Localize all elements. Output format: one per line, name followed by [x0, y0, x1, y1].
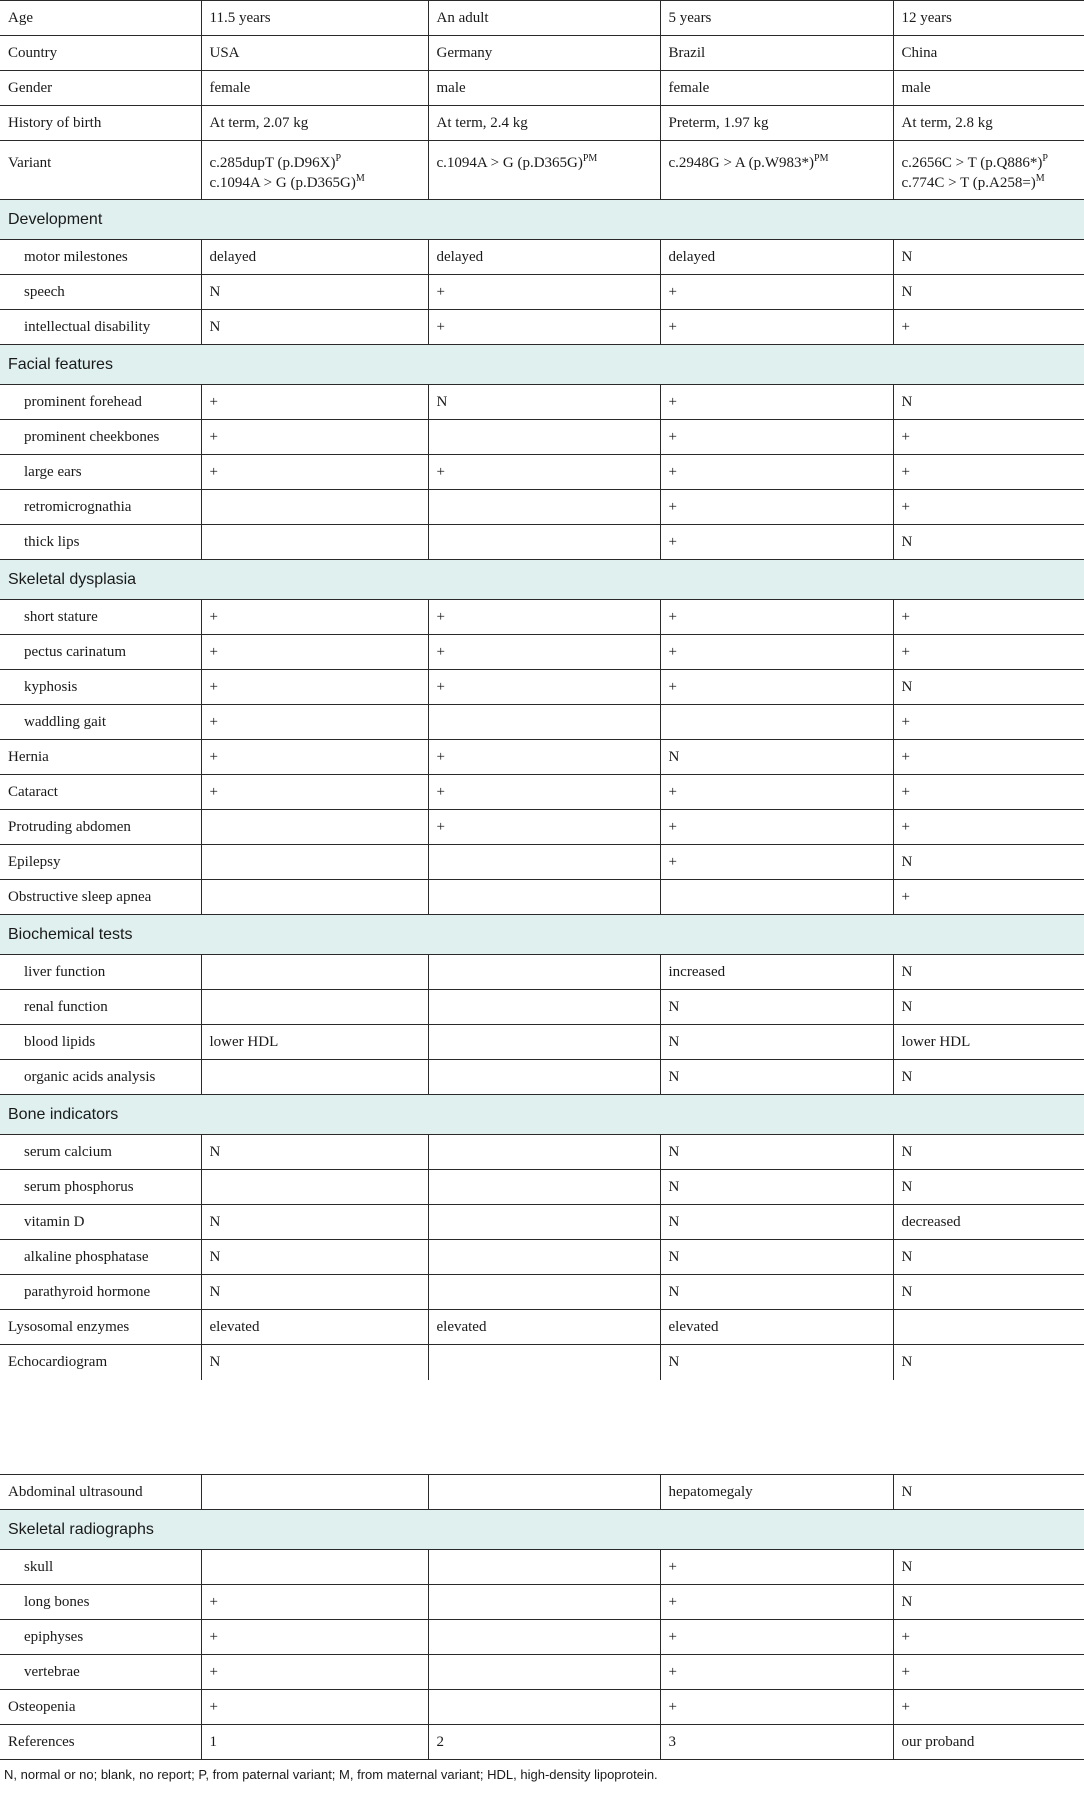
- table-row: liver function increased N: [0, 955, 1084, 990]
- section-header: Bone indicators: [0, 1095, 1084, 1135]
- table-row: parathyroid hormone N N N: [0, 1275, 1084, 1310]
- table-row: vertebrae + + +: [0, 1655, 1084, 1690]
- table-row: Gender female male female male: [0, 71, 1084, 106]
- clinical-features-table-continued: [0, 1474, 1084, 1760]
- table-row: Osteopenia + + +: [0, 1690, 1084, 1725]
- section-header: Skeletal radiographs: [0, 1510, 1084, 1550]
- table-row: motor milestones delayed delayed delayed N: [0, 240, 1084, 275]
- table-row: Lysosomal enzymes elevated elevated elevated: [0, 1310, 1084, 1345]
- table-row: Hernia + + N +: [0, 740, 1084, 775]
- section-header: Facial features: [0, 345, 1084, 385]
- table-row: alkaline phosphatase N N N: [0, 1240, 1084, 1275]
- table-row: Cataract + + + +: [0, 775, 1084, 810]
- table-row: renal function N N: [0, 990, 1084, 1025]
- section-header: Biochemical tests: [0, 915, 1084, 955]
- table-row: speech N + + N: [0, 275, 1084, 310]
- table-row: Age 11.5 years An adult 5 years 12 years: [0, 1, 1084, 36]
- table-row: Country USA Germany Brazil China: [0, 36, 1084, 71]
- table-row: short stature + + + +: [0, 600, 1084, 635]
- table-row: History of birth At term, 2.07 kg At term, 2.4 kg Preterm, 1.97 kg At term, 2.8 kg: [0, 106, 1084, 141]
- table-row: long bones + + N: [0, 1585, 1084, 1620]
- table-footnote: N, normal or no; blank, no report; P, from paternal variant; M, from maternal variant; HDL, high-density lipoprotein.: [4, 1767, 658, 1782]
- table-row: large ears + + + +: [0, 455, 1084, 490]
- table-row: Obstructive sleep apnea +: [0, 880, 1084, 915]
- table-row: Epilepsy + N: [0, 845, 1084, 880]
- table-row: epiphyses + + +: [0, 1620, 1084, 1655]
- table-row: skull + N: [0, 1550, 1084, 1585]
- table-row: Abdominal ultrasound hepatomegaly N: [0, 1475, 1084, 1510]
- table-row: serum calcium N N N: [0, 1135, 1084, 1170]
- table-row: vitamin D N N decreased: [0, 1205, 1084, 1240]
- table-row: waddling gait + +: [0, 705, 1084, 740]
- table-row: kyphosis + + + N: [0, 670, 1084, 705]
- table-row: thick lips + N: [0, 525, 1084, 560]
- table-row: pectus carinatum + + + +: [0, 635, 1084, 670]
- section-header: Development: [0, 200, 1084, 240]
- table-row: Echocardiogram N N N: [0, 1345, 1084, 1380]
- table-row: References 1 2 3 our proband: [0, 1725, 1084, 1760]
- table-row: serum phosphorus N N: [0, 1170, 1084, 1205]
- table-row: prominent cheekbones + + +: [0, 420, 1084, 455]
- table-row: Variant c.285dupT $(p.D96X)^P$ c.1094A > G $(p.D365G)^M$ c.1094A > G $(p.D365G)^{PM}$ c.2948G > A $(p.W983*)^{PM}$ c.2656C > T $(p.Q886*)^P$ c.774C > T (p.A258=)$^M$: [0, 141, 1084, 200]
- section-header: Skeletal dysplasia: [0, 560, 1084, 600]
- table-row: prominent forehead + N + N: [0, 385, 1084, 420]
- table-row: retromicrognathia + +: [0, 490, 1084, 525]
- table-row: intellectual disability N + + +: [0, 310, 1084, 345]
- table-row: organic acids analysis N N: [0, 1060, 1084, 1095]
- table-row: Protruding abdomen + + +: [0, 810, 1084, 845]
- table-row: blood lipids lower HDL N lower HDL: [0, 1025, 1084, 1060]
